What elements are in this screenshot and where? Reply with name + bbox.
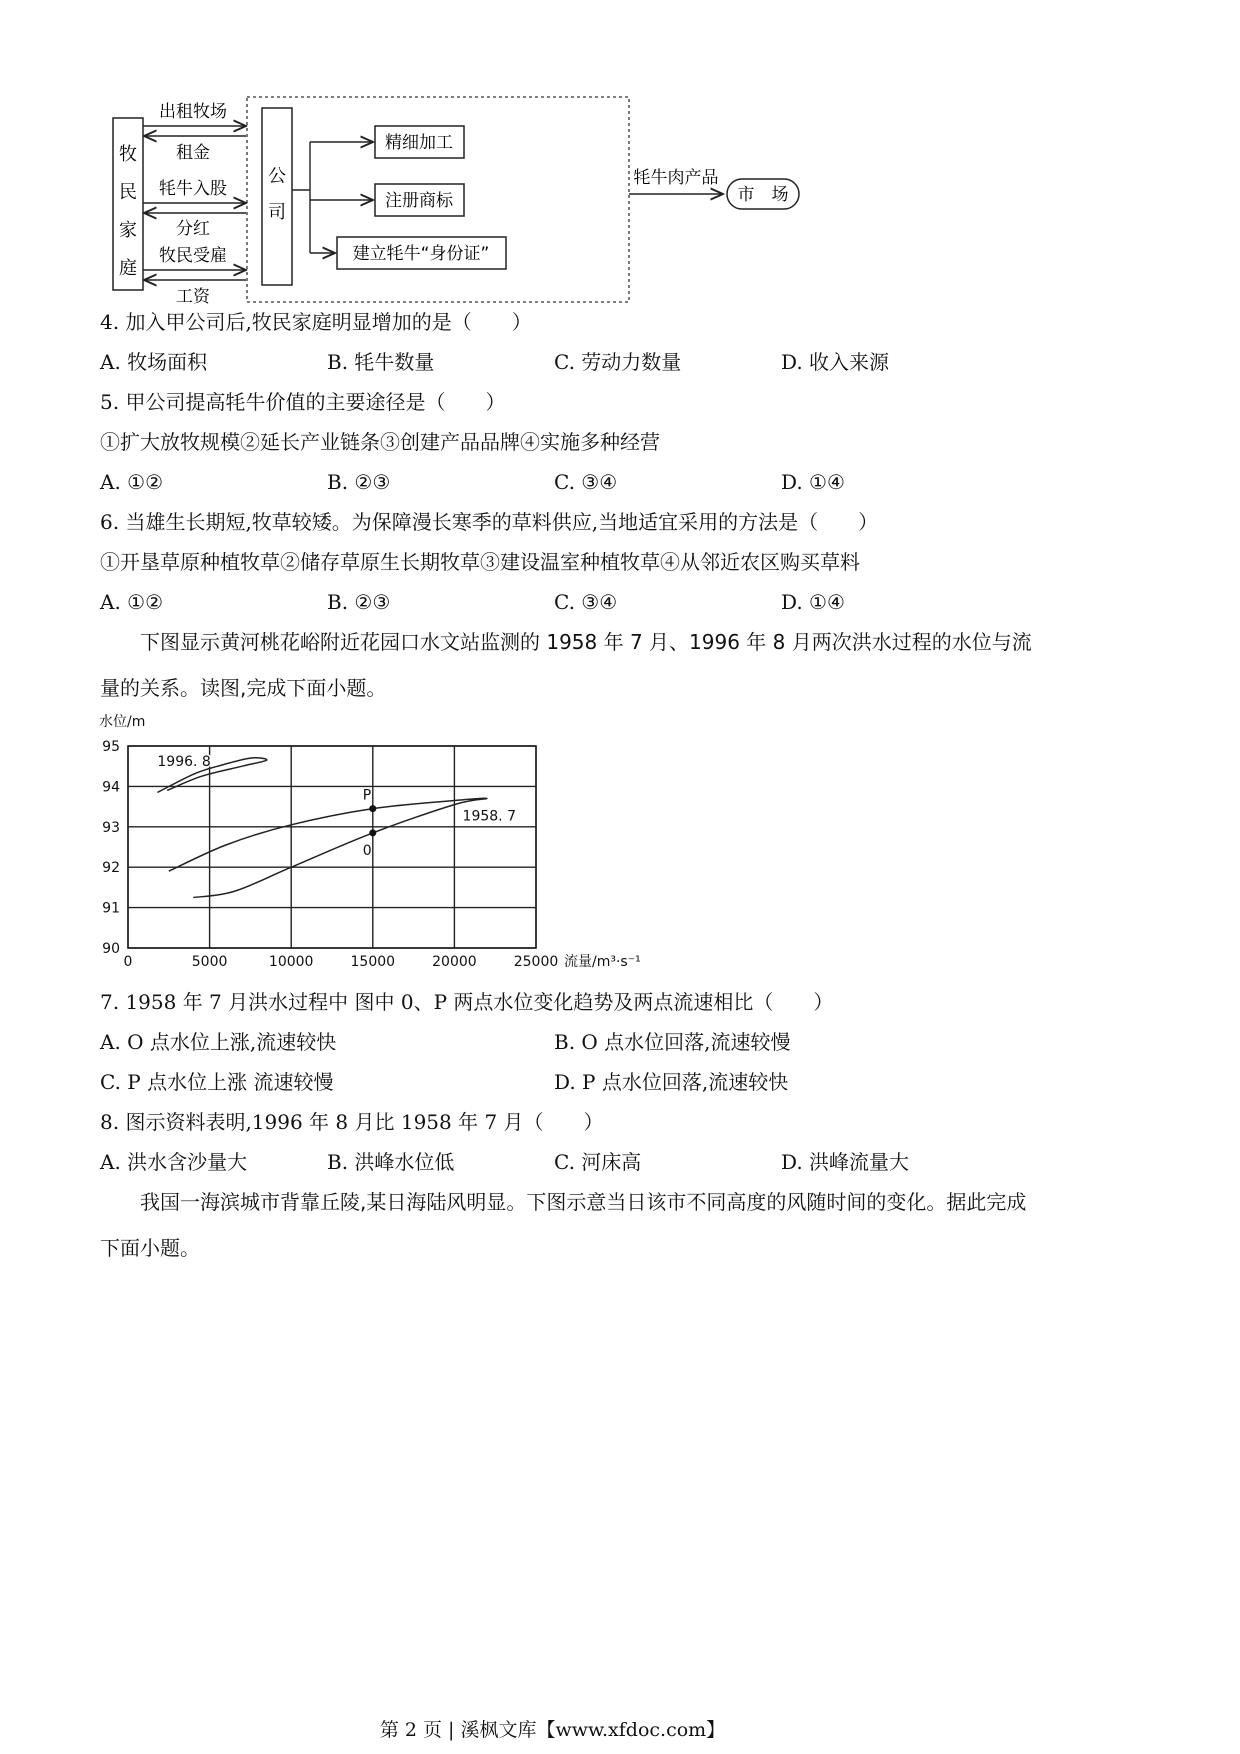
- q6-option-a[interactable]: A. ①②: [100, 590, 164, 614]
- series-label-1958-7: 1958. 7: [462, 808, 516, 825]
- q4-option-b[interactable]: B. 牦牛数量: [327, 350, 435, 374]
- household-char: 家: [119, 220, 137, 241]
- q5-option-b[interactable]: B. ②③: [327, 470, 391, 494]
- q7-option-b[interactable]: B. O 点水位回落,流速较慢: [554, 1030, 791, 1054]
- question-5-stem: 5. 甲公司提高牦牛价值的主要途径是（ ）: [100, 390, 506, 414]
- household-char: 庭: [119, 258, 137, 279]
- point-0: [369, 829, 376, 836]
- product-label: 牦牛肉产品: [633, 168, 719, 188]
- x-axis-label: 流量/m³·s⁻¹: [564, 954, 641, 970]
- q5-option-a[interactable]: A. ①②: [100, 470, 164, 494]
- activity-label: 注册商标: [385, 191, 453, 211]
- question-6-stem: 6. 当雄生长期短,牧草较矮。为保障漫长寒季的草料供应,当地适宜采用的方法是（ ）: [100, 510, 879, 534]
- q8-option-c[interactable]: C. 河床高: [554, 1150, 642, 1174]
- arrow-label-bottom: 租金: [176, 143, 210, 163]
- q6-option-c[interactable]: C. ③④: [554, 590, 618, 614]
- q8-option-a[interactable]: A. 洪水含沙量大: [100, 1150, 248, 1174]
- q5-option-d[interactable]: D. ①④: [781, 470, 845, 494]
- arrow-label-top: 牦牛入股: [159, 179, 227, 199]
- household-char: 牧: [119, 144, 137, 165]
- question-6-items: ①开垦草原种植牧草②储存草原生长期牧草③建设温室种植牧草④从邻近农区购买草料: [100, 550, 860, 574]
- company-char: 司: [268, 202, 286, 223]
- water-level-discharge-chart: [95, 708, 675, 978]
- flow-diagram: [100, 90, 820, 320]
- q4-option-c[interactable]: C. 劳动力数量: [554, 350, 682, 374]
- q8-option-d[interactable]: D. 洪峰流量大: [781, 1150, 910, 1174]
- company-char: 公: [268, 166, 286, 187]
- y-tick-label: 91: [102, 900, 120, 917]
- question-8-stem: 8. 图示资料表明,1996 年 8 月比 1958 年 7 月（ ）: [100, 1110, 604, 1134]
- series-label-1996-8: 1996. 8: [157, 754, 211, 771]
- company-box: [262, 108, 292, 285]
- household-char: 民: [119, 182, 137, 203]
- point-p: [369, 805, 376, 812]
- activity-label: 精细加工: [385, 133, 453, 153]
- passage-1-line-2: 量的关系。读图,完成下面小题。: [100, 676, 387, 700]
- q8-option-b[interactable]: B. 洪峰水位低: [327, 1150, 455, 1174]
- y-axis-label: 水位/m: [99, 714, 146, 730]
- q6-option-d[interactable]: D. ①④: [781, 590, 845, 614]
- x-tick-label: 5000: [191, 954, 228, 970]
- q7-option-a[interactable]: A. O 点水位上涨,流速较快: [100, 1030, 337, 1054]
- point-label-0: 0: [362, 842, 372, 859]
- q4-option-d[interactable]: D. 收入来源: [781, 350, 890, 374]
- x-tick-label: 25000: [513, 954, 559, 970]
- y-tick-label: 95: [102, 739, 120, 755]
- y-tick-label: 90: [102, 941, 120, 957]
- passage-2-line-2: 下面小题。: [100, 1236, 200, 1260]
- market-label: 市 场: [737, 185, 789, 205]
- q6-option-b[interactable]: B. ②③: [327, 590, 391, 614]
- x-tick-label: 0: [123, 954, 133, 970]
- q4-option-a[interactable]: A. 牧场面积: [100, 350, 208, 374]
- x-tick-label: 15000: [350, 954, 396, 970]
- passage-1-line-1: 下图显示黄河桃花峪附近花园口水文站监测的 1958 年 7 月、1996 年 8 月两次洪水过程的水位与流: [140, 630, 1032, 654]
- q7-option-d[interactable]: D. P 点水位回落,流速较快: [554, 1070, 789, 1094]
- page-footer: 第 2 页 | 溪枫文库【www.xfdoc.com】: [379, 1719, 726, 1741]
- arrow-label-bottom: 工资: [176, 287, 210, 307]
- question-5-items: ①扩大放牧规模②延长产业链条③创建产品品牌④实施多种经营: [100, 430, 660, 454]
- passage-2-line-1: 我国一海滨城市背靠丘陵,某日海陆风明显。下图示意当日该市不同高度的风随时间的变化。据此完成: [140, 1190, 1027, 1214]
- q7-option-c[interactable]: C. P 点水位上涨 流速较慢: [100, 1070, 334, 1094]
- activity-label: 建立牦牛“身份证”: [352, 244, 490, 264]
- y-tick-label: 93: [102, 819, 120, 836]
- y-tick-label: 92: [102, 860, 120, 877]
- point-label-p: P: [362, 787, 372, 804]
- question-4-stem: 4. 加入甲公司后,牧民家庭明显增加的是（ ）: [100, 310, 532, 334]
- x-tick-label: 10000: [268, 954, 314, 970]
- x-tick-label: 20000: [432, 954, 477, 970]
- question-7-stem: 7. 1958 年 7 月洪水过程中 图中 0、P 两点水位变化趋势及两点流速相比（ ）: [100, 990, 834, 1014]
- arrow-label-top: 出租牧场: [159, 102, 227, 122]
- arrow-label-bottom: 分红: [176, 219, 210, 239]
- y-tick-label: 94: [102, 779, 120, 796]
- arrow-label-top: 牧民受雇: [159, 246, 227, 266]
- q5-option-c[interactable]: C. ③④: [554, 470, 618, 494]
